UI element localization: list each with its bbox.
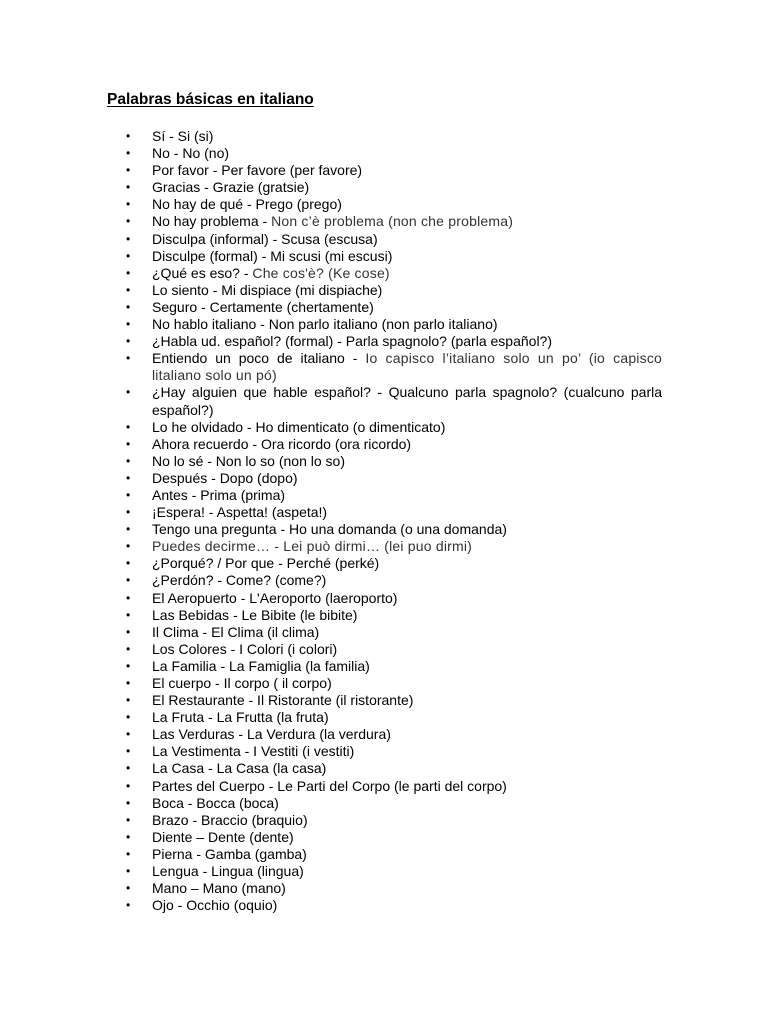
entry-text: ¡Espera! - Aspetta! (aspeta!) [152,504,328,521]
entry-text: Ahora recuerdo - Ora ricordo (ora ricordo) [152,435,412,452]
entry-text: ¿Habla ud. español? (formal) - Parla spagnolo? (parla español?) [152,333,552,350]
list-item [0,265,768,282]
list-item [0,299,768,316]
list-item [0,162,768,179]
entry-text: ¿Perdón? - Come? (come?) [152,572,327,589]
entry-text: El Aeropuerto - L'Aeroporto (laeroporto) [152,589,398,606]
list-item [0,128,768,145]
list-item [0,863,768,880]
list-item [0,709,768,726]
entry-text: No hay de qué - Prego (prego) [152,196,342,213]
entry-text: No hablo italiano - Non parlo italiano (non parlo italiano) [152,316,498,333]
list-item [0,350,768,384]
entry-text: Después - Dopo (dopo) [152,469,298,486]
entry-text: La Familia - La Famiglia (la familia) [152,657,370,674]
list-item [0,231,768,248]
entry-translation-text: Non c’è problema (non che problema) [271,213,514,230]
entry-text: Il Clima - El Clima (il clima) [152,623,320,640]
entry-text: La Casa - La Casa (la casa) [152,760,327,777]
entry-text: Los Colores - I Colori (i colori) [152,640,338,657]
list-item [0,658,768,675]
list-item [0,487,768,504]
entry-text: Las Verduras - La Verdura (la verdura) [152,726,391,743]
list-item [0,812,768,829]
list-item [0,607,768,624]
entry-text: Las Bebidas - Le Bibite (le bibite) [152,606,358,623]
entry-text: ¿Qué es eso? - [152,264,253,281]
list-item [0,743,768,760]
vocabulary-list [0,128,768,914]
list-item [0,419,768,436]
entry-translation-text: Puedes decirme… - Lei può dirmi… (lei puo dirmi) [152,538,473,555]
entry-translation-text: Io capisco l’italiano solo un po’ (io capisco litaliano solo un pó) [152,350,663,384]
entry-text: No hay problema - [152,213,272,230]
list-item [0,179,768,196]
entry-text: Por favor - Per favore (per favore) [152,162,363,179]
list-item [0,675,768,692]
list-item [0,384,768,418]
entry-text: Antes - Prima (prima) [152,486,286,503]
entry-text: La Fruta - La Frutta (la fruta) [152,709,329,726]
entry-text: Ojo - Occhio (oquio) [152,897,278,914]
entry-text: Lo he olvidado - Ho dimenticato (o dimenticato) [152,418,446,435]
list-item [0,213,768,230]
list-item [0,795,768,812]
entry-text: Tengo una pregunta - Ho una domanda (o una domanda) [152,521,507,538]
list-item [0,897,768,914]
list-item [0,436,768,453]
list-item [0,692,768,709]
list-item [0,333,768,350]
list-item [0,453,768,470]
entry-text: El Restaurante - Il Ristorante (il ristorante) [152,692,414,709]
list-item [0,726,768,743]
entry-text: Gracias - Grazie (gratsie) [152,179,310,196]
list-item [0,504,768,521]
list-item [0,538,768,555]
entry-text: ¿Porqué? / Por que - Perché (perké) [152,555,380,572]
list-item [0,316,768,333]
entry-text: Mano – Mano (mano) [152,880,286,897]
entry-text: Disculpe (formal) - Mi scusi (mi escusi) [152,247,393,264]
entry-text: El cuerpo - Il corpo ( il corpo) [152,675,332,691]
entry-translation-text: Che cos'è? (Ke cose) [252,264,390,281]
entry-text: La Vestimenta - I Vestiti (i vestiti) [152,743,355,760]
list-item [0,145,768,162]
entry-text: Diente – Dente (dente) [152,828,294,845]
document-title: Palabras básicas en italiano [107,91,314,108]
list-item [0,880,768,897]
entry-text: Disculpa (informal) - Scusa (escusa) [152,230,378,247]
list-item [0,590,768,607]
list-item [0,248,768,265]
list-item [0,641,768,658]
entry-text: Seguro - Certamente (chertamente) [152,298,374,315]
entry-text: ¿Hay alguien que hable español? - Qualcuno parla spagnolo? (cualcuno parla español?) [152,384,662,418]
entry-text: Entiendo un poco de italiano - [152,350,366,367]
list-item [0,778,768,795]
list-item [0,521,768,538]
entry-text: Brazo - Braccio (braquio) [152,811,308,828]
entry-text: Sí - Si (si) [152,128,214,144]
list-item [0,196,768,213]
entry-text: Lengua - Lingua (lingua) [152,863,304,880]
entry-text: Pierna - Gamba (gamba) [152,845,307,862]
list-item [0,624,768,641]
list-item [0,829,768,846]
list-item [0,470,768,487]
list-item [0,282,768,299]
entry-text: Boca - Bocca (boca) [152,794,279,811]
entry-text: No - No (no) [152,145,230,162]
entry-text: No lo sé - Non lo so (non lo so) [152,452,345,469]
entry-text: Partes del Cuerpo - Le Parti del Corpo (le parti del corpo) [152,777,507,794]
list-item [0,572,768,589]
list-item [0,760,768,777]
list-item [0,555,768,572]
list-item [0,846,768,863]
entry-text: Lo siento - Mi dispiace (mi dispiache) [152,281,383,298]
